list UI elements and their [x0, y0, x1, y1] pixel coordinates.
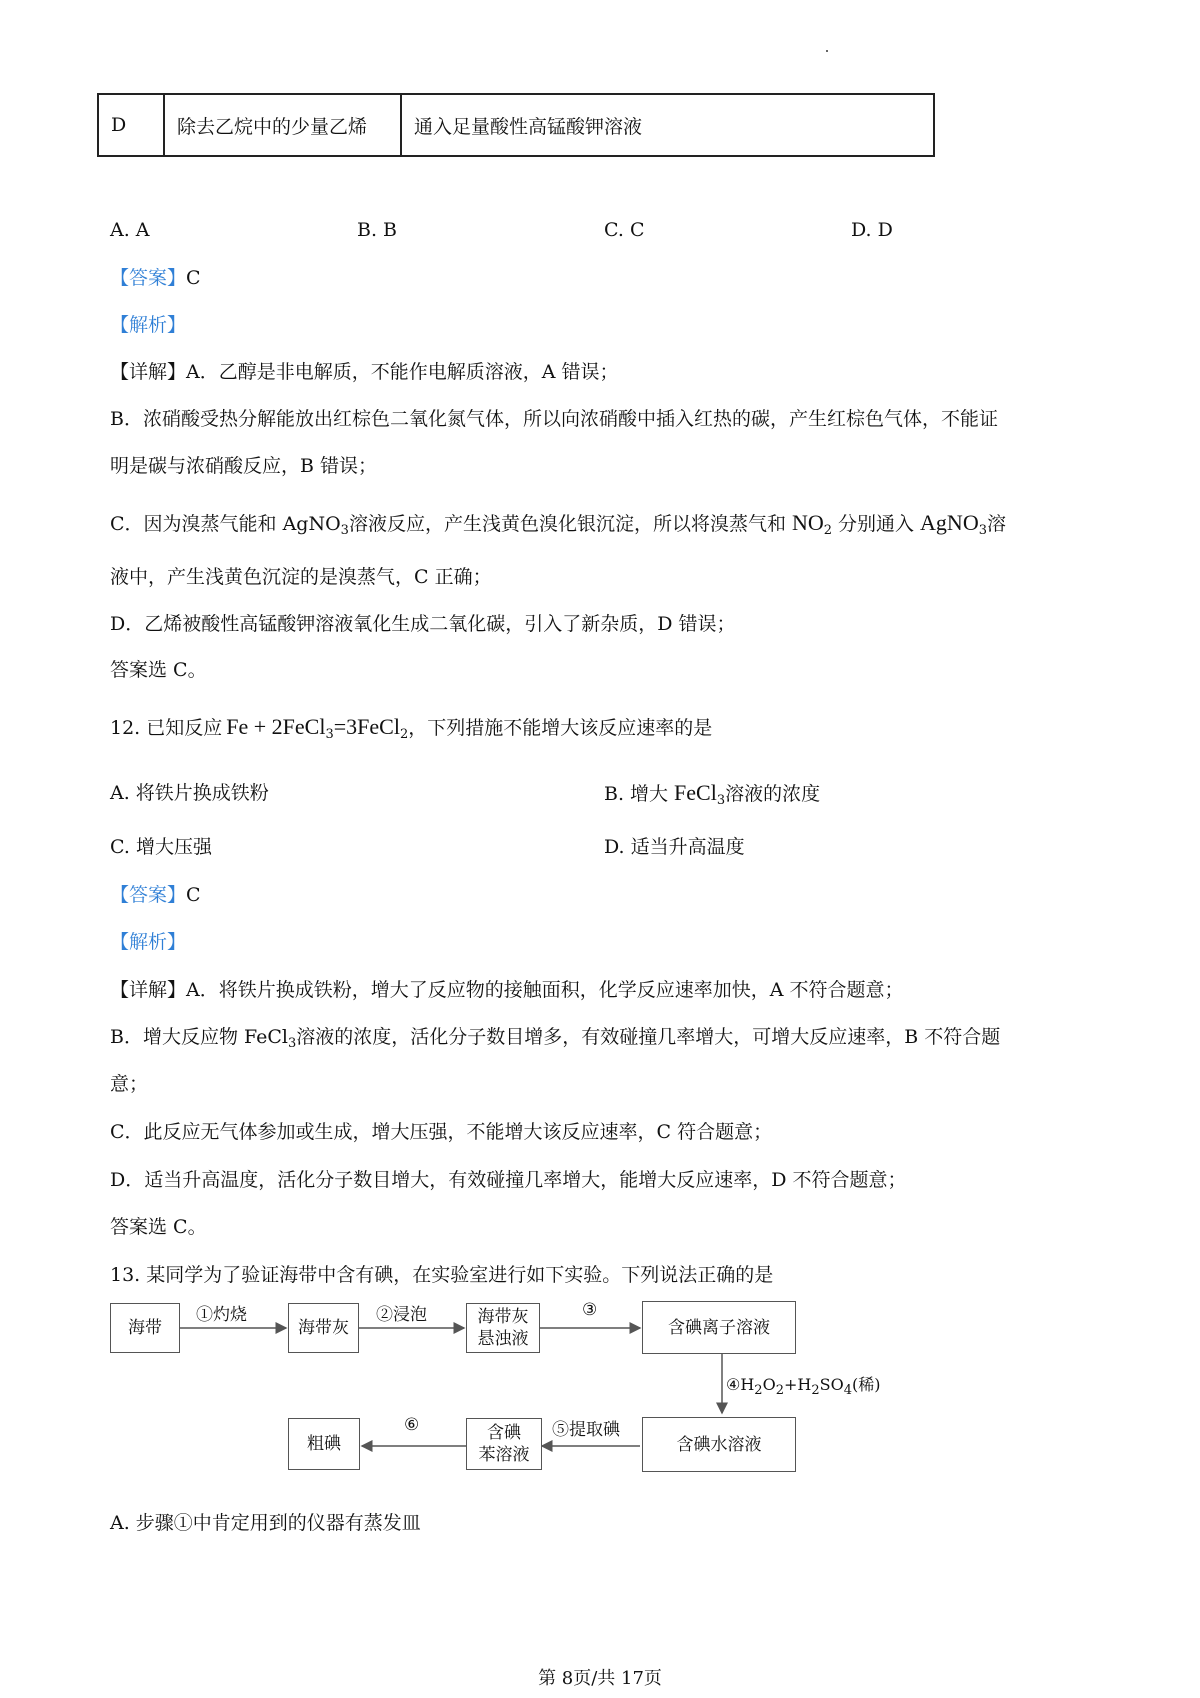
q11-detail-a: [110, 357, 619, 387]
text: 溶液的浓度: [725, 783, 821, 805]
label-step3: ③: [582, 1300, 598, 1320]
q12-option-d: D. 适当升高温度: [604, 836, 745, 858]
q12-option-c: C. 增大压强: [110, 836, 212, 858]
subscript: 3: [978, 523, 987, 538]
table-cell-purpose: 除去乙烷中的少量乙烯: [165, 95, 402, 155]
detail-tag: 【详解】: [110, 361, 187, 383]
q11-detail-b1: B．浓硝酸受热分解能放出红棕色二氧化氮气体，所以向浓硝酸中插入红热的碳，产生红棕色气体，不能证: [110, 408, 998, 430]
q12-detail-c: C．此反应无气体参加或生成，增大压强，不能增大该反应速率，C 符合题意；: [110, 1121, 773, 1143]
answer-value: C: [186, 884, 201, 906]
table-cell-option: D: [99, 95, 165, 155]
q12-detail-b2: 意；: [110, 1073, 149, 1095]
experiment-flowchart: [108, 1298, 881, 1488]
text: +H: [783, 1375, 812, 1394]
q11-option-a: A. A: [110, 219, 150, 241]
q11-detail-c1: [110, 508, 1006, 539]
q12-detail-d: D．适当升高温度，活化分子数目增大，有效碰撞几率增大，能增大反应速率，D 不符合题意；: [110, 1169, 907, 1191]
box-iodide-solution: 含碘离子溶液: [642, 1301, 796, 1354]
text: 溶液反应，产生浅黄色溴化银沉淀，所以将溴蒸气和: [348, 513, 786, 535]
box-iodine-benzene: [466, 1418, 542, 1470]
q12-stem: [110, 712, 712, 743]
text: SO: [819, 1375, 844, 1394]
text: 溶液的浓度，活化分子数目增多，有效碰撞几率增大，可增大反应速率，B 不符合题: [296, 1026, 1001, 1048]
answer-tag: 【答案】: [110, 884, 187, 906]
q11-analysis-tag: [110, 310, 186, 340]
subscript: 2: [811, 1383, 820, 1398]
box-seaweed-ash: 海带灰: [288, 1303, 359, 1353]
q11-detail-d: D．乙烯被酸性高锰酸钾溶液氧化生成二氧化碳，引入了新杂质，D 错误；: [110, 613, 736, 635]
chem-formula: NO: [791, 510, 824, 535]
q13-option-a: A. 步骤①中肯定用到的仪器有蒸发皿: [110, 1512, 421, 1534]
q12-option-b: [604, 778, 820, 809]
q12-detail-b1: [110, 1022, 1000, 1052]
subscript: 2: [823, 523, 833, 538]
box-ash-suspension: [466, 1303, 540, 1353]
q11-detail-c2: 液中，产生浅黄色沉淀的是溴蒸气，C 正确；: [110, 566, 492, 588]
q12-analysis-tag: [110, 927, 186, 957]
q12-option-a: A. 将铁片换成铁粉: [110, 782, 269, 804]
chem-formula: FeCl: [674, 780, 717, 805]
subscript: 2: [399, 727, 409, 742]
detail-text: A．乙醇是非电解质，不能作电解质溶液，A 错误；: [186, 361, 619, 383]
box-text: 含碘: [487, 1423, 521, 1443]
answer-value: C: [186, 267, 201, 289]
subscript: 2: [775, 1383, 784, 1398]
label-step2: ②浸泡: [376, 1305, 427, 1325]
subscript: 3: [325, 727, 334, 742]
table-cell-operation: 通入足量酸性高锰酸钾溶液: [414, 115, 643, 138]
q11-option-b: B. B: [357, 219, 398, 241]
q11-option-d: D. D: [851, 219, 893, 241]
text: B. 增大: [604, 783, 669, 805]
subscript: 4: [843, 1383, 852, 1398]
label-step5: ⑤提取碘: [552, 1420, 620, 1440]
subscript: 3: [716, 793, 726, 808]
q12-detail-a: [110, 975, 904, 1005]
q11-conclusion: 答案选 C。: [110, 659, 207, 681]
q11-answer: [110, 263, 201, 293]
text: 12. 已知反应: [110, 717, 223, 739]
chem-formula: AgNO: [920, 510, 979, 535]
q11-detail-b2: 明是碳与浓硝酸反应，B 错误；: [110, 455, 378, 477]
box-iodine-water: 含碘水溶液: [642, 1417, 796, 1472]
text: (稀): [851, 1375, 881, 1394]
equation: Fe + 2FeCl: [226, 714, 326, 739]
text: ，下列措施不能增大该反应速率的是: [408, 717, 713, 739]
text: 分别通入: [838, 513, 915, 535]
subscript: 2: [754, 1383, 763, 1398]
box-crude-iodine: 粗碘: [288, 1418, 360, 1470]
label-step6: ⑥: [404, 1415, 420, 1435]
box-seaweed: 海带: [110, 1303, 180, 1353]
label-step1: ①灼烧: [196, 1305, 247, 1325]
box-text: 海带灰: [477, 1307, 529, 1327]
subscript: 3: [340, 523, 349, 538]
box-text: 悬浊液: [477, 1329, 529, 1349]
detail-tag: 【详解】: [110, 979, 187, 1001]
options-table-row: [97, 93, 935, 157]
text: O: [762, 1375, 776, 1394]
text: C．因为溴蒸气能和 AgNO: [110, 513, 341, 535]
q13-stem: 13. 某同学为了验证海带中含有碘，在实验室进行如下实验。下列说法正确的是: [110, 1264, 774, 1286]
text: ④H: [726, 1375, 755, 1394]
page-footer: 第 8页/共 17页: [538, 1668, 662, 1689]
box-text: 苯溶液: [478, 1445, 530, 1465]
detail-text: A．将铁片换成铁粉，增大了反应物的接触面积，化学反应速率加快，A 不符合题意；: [186, 979, 904, 1001]
q11-option-c: C. C: [604, 219, 645, 241]
label-step4: [726, 1372, 881, 1398]
analysis-tag: 【解析】: [110, 931, 187, 953]
q12-conclusion: 答案选 C。: [110, 1216, 207, 1238]
scan-dot: [826, 50, 828, 52]
subscript: 3: [288, 1036, 297, 1051]
q12-answer: [110, 880, 201, 910]
answer-tag: 【答案】: [110, 267, 187, 289]
equation: =3FeCl: [333, 714, 400, 739]
text: B．增大反应物 FeCl: [110, 1026, 289, 1048]
analysis-tag: 【解析】: [110, 314, 187, 336]
text: 溶: [987, 513, 1007, 535]
